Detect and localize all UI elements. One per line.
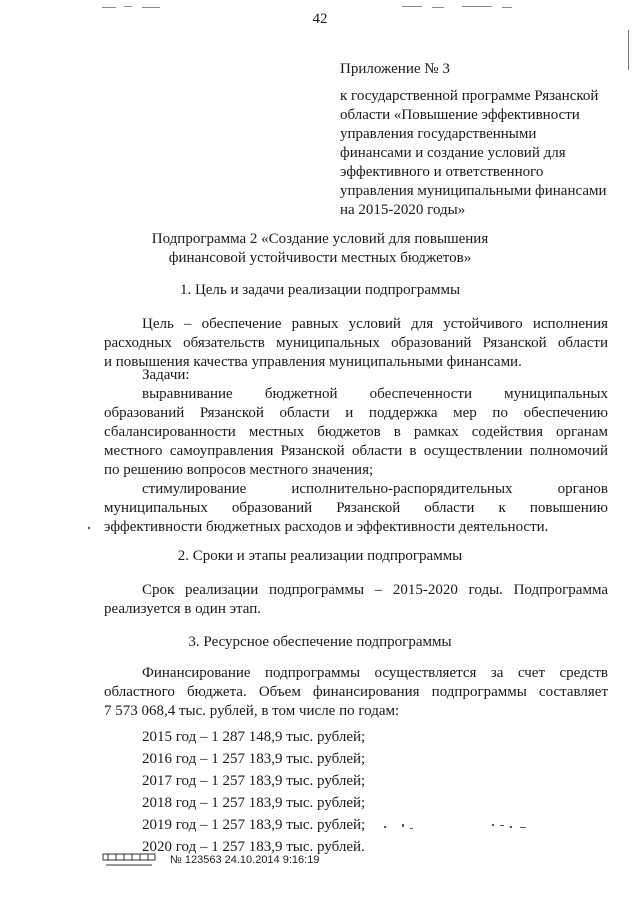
funding-line: областного бюджета. Объем финансирования подпрограммы составляет	[104, 684, 608, 700]
appendix-line: к государственной программе Рязанской	[340, 88, 599, 104]
year-funding-line: 2019 год – 1 257 183,9 тыс. рублей;	[142, 817, 366, 833]
appendix-line: финансами и создание условий для	[340, 145, 566, 161]
task-line: по решению вопросов местного значения;	[104, 462, 374, 478]
goal-line: и повышения качества управления муниципальными финансами.	[104, 354, 522, 370]
scan-dot	[86, 525, 92, 531]
scan-marks	[380, 818, 540, 834]
funding-line: 7 573 068,4 тыс. рублей, в том числе по годам:	[104, 703, 400, 719]
section-heading: 1. Цель и задачи реализации подпрограммы	[179, 282, 461, 298]
appendix-line: на 2015-2020 годы»	[340, 202, 466, 218]
section-heading: 3. Ресурсное обеспечение подпрограммы	[188, 634, 452, 650]
task-line: образований Рязанской области и поддержка мер по обеспечению	[104, 405, 608, 421]
goal-line: Цель – обеспечение равных условий для устойчивого исполнения	[142, 316, 608, 332]
subprogram-title-line: финансовой устойчивости местных бюджетов»	[168, 250, 472, 266]
year-funding-line: 2018 год – 1 257 183,9 тыс. рублей;	[142, 795, 366, 811]
subprogram-title-line: Подпрограмма 2 «Создание условий для повышения	[151, 231, 489, 247]
term-line: Срок реализации подпрограммы – 2015-2020 годы. Подпрограмма	[142, 582, 608, 598]
task-line: местного самоуправления Рязанской области в осуществлении полномочий	[104, 443, 608, 459]
appendix-line: эффективного и ответственного	[340, 164, 544, 180]
year-funding-line: 2020 год – 1 257 183,9 тыс. рублей.	[142, 839, 365, 855]
appendix-line: области «Повышение эффективности	[340, 107, 580, 123]
year-funding-line: 2016 год – 1 257 183,9 тыс. рублей;	[142, 751, 366, 767]
task-line: стимулирование исполнительно-распорядительных органов	[142, 481, 608, 497]
appendix-title: Приложение № 3	[340, 61, 450, 77]
task-line: сбалансированности местных бюджетов в рамках содействия органам	[104, 424, 608, 440]
year-funding-line: 2017 год – 1 257 183,9 тыс. рублей;	[142, 773, 366, 789]
funding-line: Финансирование подпрограммы осуществляется за счет средств	[142, 665, 608, 681]
appendix-line: управления муниципальными финансами	[340, 183, 607, 199]
task-line: эффективности бюджетных расходов и эффективности деятельности.	[104, 519, 549, 535]
footer-document-code: № 123563 24.10.2014 9:16:19	[170, 854, 320, 866]
year-funding-line: 2015 год – 1 287 148,9 тыс. рублей;	[142, 729, 366, 745]
page-number: 42	[312, 11, 328, 27]
scan-edge-mark	[626, 30, 632, 70]
goal-line: расходных обязательств муниципальных образований Рязанской области	[104, 335, 608, 351]
appendix-line: управления государственными	[340, 126, 537, 142]
tasks-label: Задачи:	[142, 367, 190, 383]
task-line: выравнивание бюджетной обеспеченности муниципальных	[142, 386, 608, 402]
footer-stamp-icon	[102, 851, 156, 871]
task-line: муниципальных образований Рязанской области к повышению	[104, 500, 608, 516]
term-line: реализуется в один этап.	[104, 601, 262, 617]
section-heading: 2. Сроки и этапы реализации подпрограммы	[177, 548, 463, 564]
